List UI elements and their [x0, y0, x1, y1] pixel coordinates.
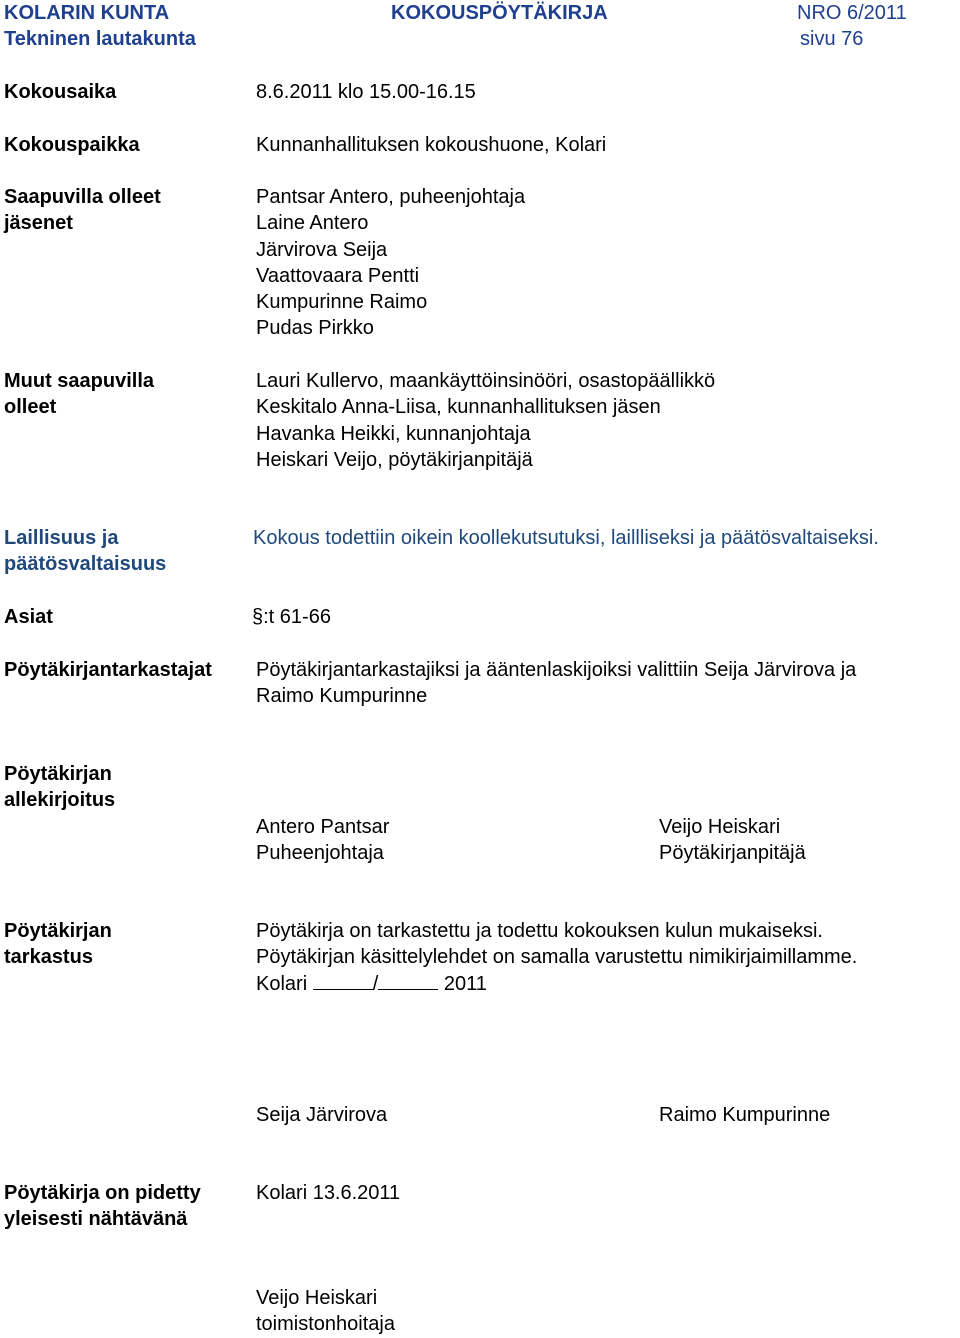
public-display-value: Kolari 13.6.2011 — [256, 1182, 401, 1204]
others-label: Muut saapuvilla olleet — [4, 370, 155, 419]
review-year: 2011 — [443, 972, 487, 995]
review-day-blank — [313, 971, 373, 990]
members-label: Saapuvilla olleet jäsenet — [4, 186, 161, 235]
others-list — [256, 368, 715, 473]
items-label: Asiat — [4, 606, 53, 628]
secretary-role: Pöytäkirjanpitäjä — [659, 842, 806, 865]
review-signer-right: Raimo Kumpurinne — [659, 1104, 831, 1126]
secretary-name: Veijo Heiskari — [659, 816, 781, 838]
member-item: Kumpurinne Raimo — [256, 291, 428, 314]
public-display-signer-role: toimistonhoitaja — [256, 1313, 395, 1336]
document-type: KOKOUSPÖYTÄKIRJA — [391, 2, 608, 24]
meeting-time-value: 8.6.2011 klo 15.00-16.15 — [256, 81, 476, 103]
public-display-label: Pöytäkirja on pidetty yleisesti nähtävänä — [4, 1182, 201, 1231]
other-attendee-item: Lauri Kullervo, maankäyttöinsinööri, osastopäällikkö — [256, 370, 716, 392]
reviewers-text: Pöytäkirjantarkastajiksi ja ääntenlaskijoiksi valittiin Seija Järvirova ja Raimo Kumpurinne — [256, 659, 857, 708]
member-item: Järvirova Seija — [256, 238, 388, 261]
review-date-line — [256, 971, 857, 997]
chair-role: Puheenjohtaja — [256, 842, 384, 865]
secretary-signature-block — [659, 814, 806, 867]
review-label: Pöytäkirjan tarkastus — [4, 920, 112, 969]
page-number: sivu 76 — [800, 28, 864, 50]
member-item: Vaattovaara Pentti — [256, 264, 420, 287]
municipality-name: KOLARIN KUNTA — [4, 2, 170, 24]
other-attendee-item: Keskitalo Anna-Liisa, kunnanhallituksen jäsen — [256, 396, 661, 419]
members-list — [256, 184, 525, 342]
member-item: Laine Antero — [256, 212, 369, 235]
chair-name: Antero Pantsar — [256, 816, 390, 838]
meeting-time-label: Kokousaika — [4, 81, 117, 103]
public-display-signer-name: Veijo Heiskari — [256, 1287, 378, 1309]
member-item: Pantsar Antero, puheenjohtaja — [256, 186, 526, 208]
meeting-place-label: Kokouspaikka — [4, 134, 140, 156]
public-display-signer — [256, 1285, 395, 1338]
legality-label: Laillisuus ja päätösvaltaisuus — [4, 527, 167, 576]
legality-value: Kokous todettiin oikein koollekutsutuksi, laillliseksi ja päätösvaltaiseksi. — [253, 527, 879, 549]
other-attendee-item: Havanka Heikki, kunnanjohtaja — [256, 422, 531, 445]
review-place: Kolari — [256, 972, 308, 995]
review-text: Pöytäkirja on tarkastettu ja todettu kokouksen kulun mukaiseksi. Pöytäkirjan käsittelylehdet on samalla varustettu nimikirjaimillamme. Kolari / 2011 — [256, 918, 857, 997]
meeting-place-value: Kunnanhallituksen kokoushuone, Kolari — [256, 134, 607, 156]
items-value: §:t 61-66 — [252, 606, 331, 628]
reviewers-label: Pöytäkirjantarkastajat — [4, 659, 212, 681]
signing-label: Pöytäkirjan allekirjoitus — [4, 763, 116, 812]
document-number: NRO 6/2011 — [797, 2, 907, 24]
review-date-slash: / — [372, 972, 379, 995]
chair-signature-block — [256, 814, 389, 867]
review-signer-left: Seija Järvirova — [256, 1104, 388, 1126]
other-attendee-item: Heiskari Veijo, pöytäkirjanpitäjä — [256, 448, 533, 471]
review-month-blank — [378, 971, 438, 990]
member-item: Pudas Pirkko — [256, 317, 374, 340]
board-name: Tekninen lautakunta — [4, 28, 196, 50]
